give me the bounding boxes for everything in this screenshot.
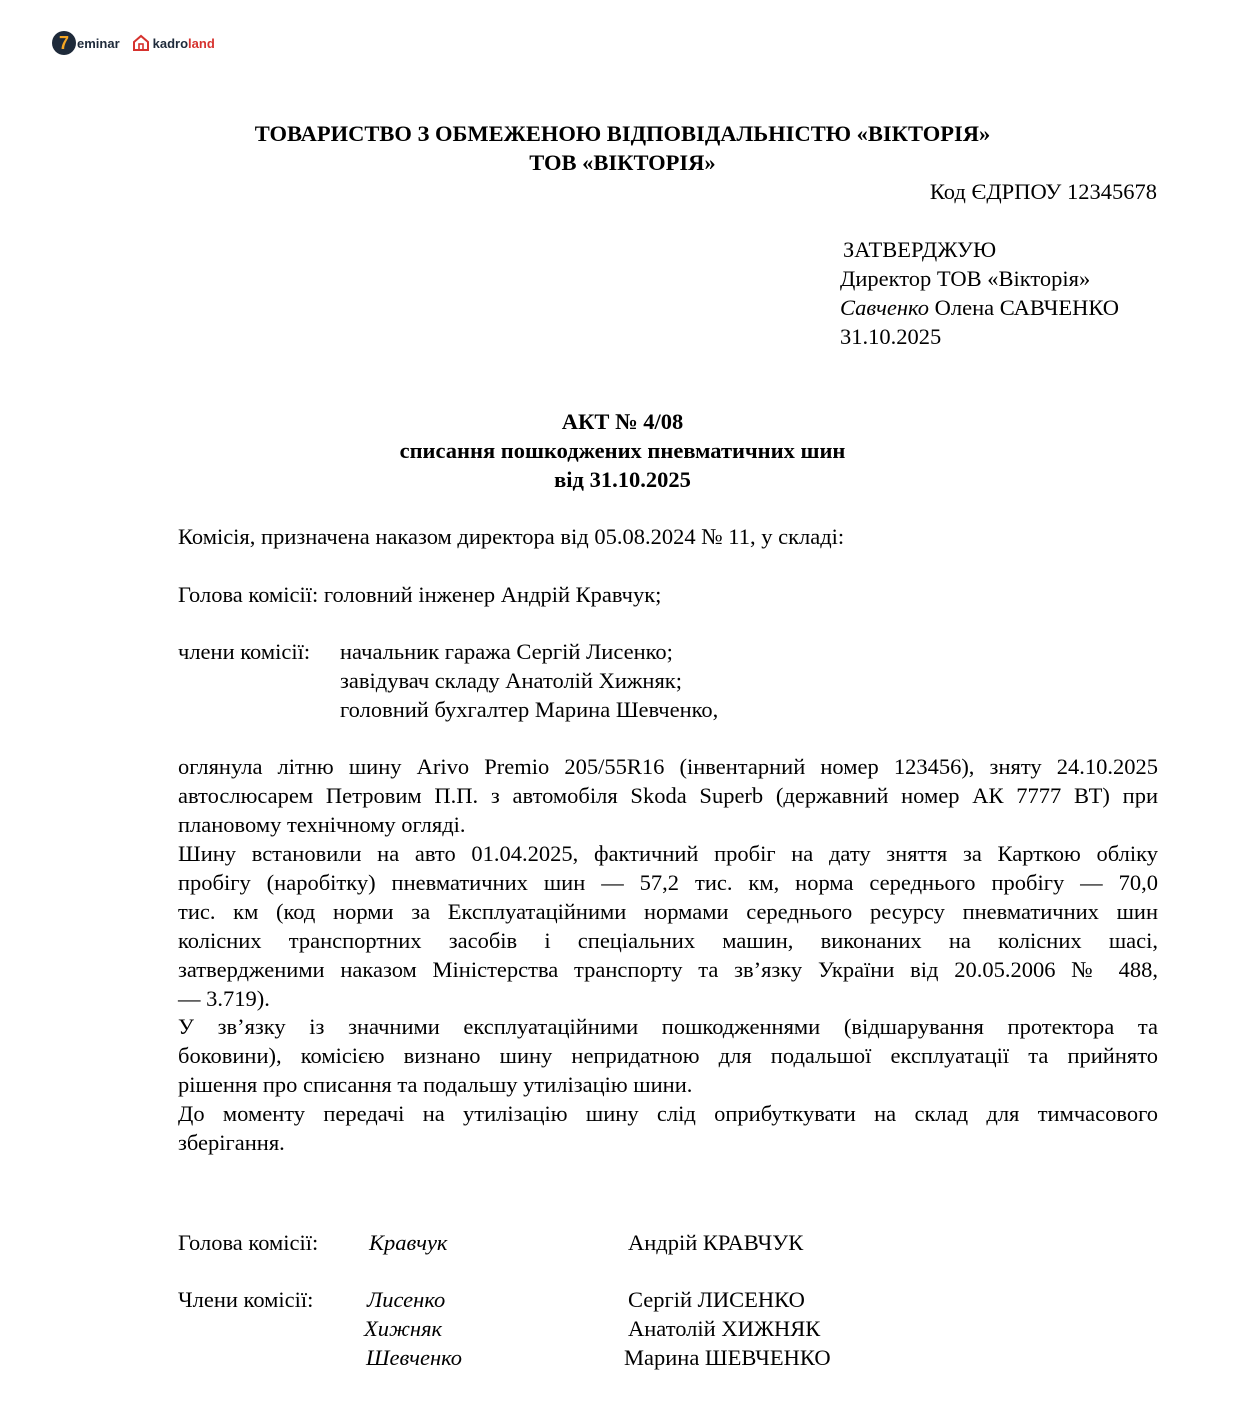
body-line: оглянула літню шину Arivo Premio 205/55R16 (інвентарний номер 123456), зняту 24.10.2025 bbox=[178, 754, 1158, 779]
signature-member-name: Сергій ЛИСЕНКО bbox=[628, 1287, 805, 1312]
approval-date: 31.10.2025 bbox=[840, 324, 942, 349]
body-line: затвердженими наказом Міністерства транспорту та зв’язку України від 20.05.2006 № 488, bbox=[178, 957, 1158, 982]
header-logos bbox=[52, 30, 215, 56]
director-signature: Савченко bbox=[840, 295, 929, 320]
org-short-name: ТОВ «ВІКТОРІЯ» bbox=[529, 150, 716, 175]
act-subtitle: списання пошкоджених пневматичних шин bbox=[399, 438, 846, 463]
body-line: зберігання. bbox=[178, 1130, 285, 1155]
signature-head-name: Андрій КРАВЧУК bbox=[628, 1230, 804, 1255]
signature-member-name: Анатолій ХИЖНЯК bbox=[628, 1316, 821, 1341]
body-line: боковини), комісією визнано шину непридатною для подальшої експлуатації та прийнято bbox=[178, 1043, 1158, 1068]
act-date: від 31.10.2025 bbox=[554, 467, 691, 492]
body-line: колісних транспортних засобів і спеціальних машин, виконаних на колісних шасі, bbox=[178, 928, 1158, 953]
body-line: Шину встановили на авто 01.04.2025, фактичний пробіг на дату зняття за Карткою обліку bbox=[178, 841, 1158, 866]
signature-member-sign: Хижняк bbox=[364, 1316, 443, 1341]
body-line: — 3.719). bbox=[178, 986, 270, 1011]
signature-member-name: Марина ШЕВЧЕНКО bbox=[624, 1345, 831, 1370]
body-line: рішення про списання та подальшу утилізацію шини. bbox=[178, 1072, 693, 1097]
signature-head-label: Голова комісії: bbox=[178, 1230, 319, 1255]
signature-members-label: Члени комісії: bbox=[178, 1287, 314, 1312]
signature-member-sign: Шевченко bbox=[366, 1345, 463, 1370]
kadroland-logo bbox=[132, 34, 215, 52]
approval-signature-line bbox=[840, 293, 1119, 322]
commission-intro: Комісія, призначена наказом директора від 05.08.2024 № 11, у складі: bbox=[178, 524, 845, 549]
body-line: плановому технічному огляді. bbox=[178, 812, 466, 837]
kadroland-logo-text-land: land bbox=[188, 35, 215, 51]
body-line: пробігу (наробітку) пневматичних шин — 57,2 тис. км, норма середнього пробігу — 70,0 bbox=[178, 870, 1158, 895]
commission-member: головний бухгалтер Марина Шевченко, bbox=[340, 697, 719, 722]
body-line: автослюсарем Петровим П.П. з автомобіля Skoda Superb (державний номер АК 7777 ВТ) при bbox=[178, 783, 1158, 808]
seminar-logo-text: eminar bbox=[77, 35, 120, 51]
approval-title: ЗАТВЕРДЖУЮ bbox=[843, 237, 997, 262]
commission-head: Голова комісії: головний інженер Андрій Кравчук; bbox=[178, 582, 662, 607]
signature-head-sign: Кравчук bbox=[369, 1230, 448, 1255]
commission-member: начальник гаража Сергій Лисенко; bbox=[340, 639, 673, 664]
house-icon bbox=[132, 34, 150, 52]
body-line: тис. км (код норми за Експлуатаційними нормами середнього ресурсу пневматичних шин bbox=[178, 899, 1158, 924]
kadroland-logo-text-kadro: kadro bbox=[152, 35, 189, 51]
seminar-logo-digit: 7 bbox=[52, 31, 76, 55]
body-line: До моменту передачі на утилізацію шину слід оприбуткувати на склад для тимчасового bbox=[178, 1101, 1158, 1126]
body-line: У зв’язку із значними експлуатаційними пошкодженнями (відшарування протектора та bbox=[178, 1014, 1158, 1039]
signature-member-sign: Лисенко bbox=[367, 1287, 446, 1312]
approval-position: Директор ТОВ «Вікторія» bbox=[840, 266, 1091, 291]
commission-members-label: члени комісії: bbox=[178, 639, 311, 664]
seminar-logo bbox=[52, 31, 120, 55]
director-name: Олена САВЧЕНКО bbox=[934, 295, 1120, 320]
commission-member: завідувач складу Анатолій Хижняк; bbox=[340, 668, 682, 693]
org-full-name: ТОВАРИСТВО З ОБМЕЖЕНОЮ ВІДПОВІДАЛЬНІСТЮ «ВІКТОРІЯ» bbox=[254, 121, 991, 146]
edrpou-code: Код ЄДРПОУ 12345678 bbox=[929, 179, 1157, 204]
act-title: АКТ № 4/08 bbox=[561, 409, 684, 434]
